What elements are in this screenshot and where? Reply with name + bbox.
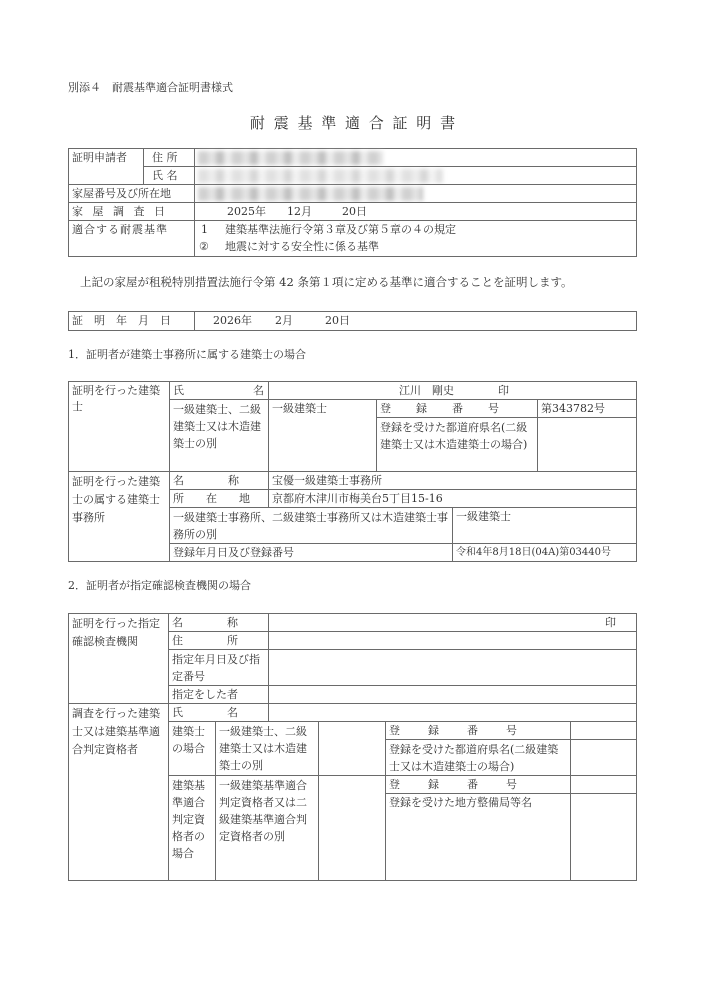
architect-name-cell[interactable] bbox=[268, 381, 637, 400]
judge-class-value-cell[interactable] bbox=[318, 775, 386, 881]
class-label: 一級建築士、二級建築士又は木造建築士の別 bbox=[173, 403, 261, 450]
agency-address-label: 住 所 bbox=[172, 634, 238, 647]
architect-case-label: 建築士の場合 bbox=[172, 725, 205, 755]
address-value-cell[interactable] bbox=[194, 148, 637, 167]
architect-label: 証明を行った建築士 bbox=[72, 384, 160, 413]
redacted-house-number bbox=[198, 187, 423, 201]
office-reg-label-cell bbox=[169, 543, 453, 562]
cert-year: 2026年 bbox=[213, 314, 252, 327]
survey-day: 20日 bbox=[342, 205, 367, 218]
s2-prefecture-value-cell[interactable] bbox=[570, 739, 637, 776]
s2-architect-class-label-cell bbox=[215, 721, 319, 776]
judge-reg-no-label-cell bbox=[385, 775, 571, 794]
document-title: 耐 震 基 準 適 合 証 明 書 bbox=[249, 114, 458, 132]
class-value-cell[interactable] bbox=[268, 399, 377, 472]
survey-date-value-cell[interactable] bbox=[194, 202, 637, 221]
address-label-cell bbox=[143, 148, 195, 167]
prefecture-value-cell[interactable] bbox=[537, 417, 637, 472]
house-number-label-cell bbox=[68, 184, 195, 203]
reg-no-value-cell[interactable] bbox=[537, 399, 637, 418]
agency-label-cell bbox=[68, 613, 169, 704]
agency-address-value-cell[interactable] bbox=[268, 631, 637, 650]
judge-reg-no-value-cell[interactable] bbox=[570, 775, 637, 794]
s2-architect-class-label: 一級建築士、二級建築士又は木造建築士の別 bbox=[219, 725, 307, 772]
prefecture-label: 登録を受けた都道府県名(二級建築士又は木造建築士の場合) bbox=[380, 421, 528, 451]
office-name-label: 名 称 bbox=[173, 474, 239, 487]
redacted-name bbox=[198, 169, 443, 183]
cert-date-label-cell bbox=[68, 311, 195, 331]
office-reg-value-cell[interactable] bbox=[452, 543, 637, 562]
s2-reg-no-value-cell[interactable] bbox=[570, 721, 637, 740]
cert-day: 20日 bbox=[325, 314, 350, 327]
section2-heading: 2．証明者が指定確認検査機関の場合 bbox=[68, 579, 251, 592]
address-label: 住 所 bbox=[152, 151, 178, 164]
bureau-value-cell[interactable] bbox=[570, 793, 637, 881]
office-reg-value: 令和4年8月18日(04A)第03440号 bbox=[456, 547, 612, 558]
judge-class-label-cell bbox=[215, 775, 319, 881]
office-name-value: 宝優一級建築士事務所 bbox=[272, 474, 382, 487]
architect-name: 江川 剛史 bbox=[399, 384, 454, 397]
designation-label-cell bbox=[168, 649, 269, 686]
applicant-label: 証明申請者 bbox=[72, 151, 127, 164]
seal-mark: 印 bbox=[498, 384, 509, 397]
cert-date-label: 証 明 年 月 日 bbox=[72, 314, 171, 327]
agency-name-label-cell bbox=[168, 613, 269, 632]
attachment-label: 別添４ 耐震基準適合証明書様式 bbox=[68, 81, 233, 94]
agency-name-value-cell[interactable] bbox=[268, 613, 637, 632]
designation-value-cell[interactable] bbox=[268, 649, 637, 686]
applicant-label-cell bbox=[68, 148, 144, 185]
section1-heading: 1．証明者が建築士事務所に属する建築士の場合 bbox=[68, 348, 306, 361]
cert-month: 2月 bbox=[275, 314, 293, 327]
agency-label: 証明を行った指定確認検査機関 bbox=[72, 617, 160, 648]
s1-name-label-cell bbox=[169, 381, 269, 400]
agency-seal-mark: 印 bbox=[605, 616, 616, 629]
designation-label: 指定年月日及び指定番号 bbox=[172, 653, 260, 683]
surveyor-label: 調査を行った建築士又は建築基準適合判定資格者 bbox=[72, 707, 160, 756]
office-class-label-cell bbox=[169, 507, 453, 544]
bureau-label-cell bbox=[385, 793, 571, 881]
office-address-label-cell bbox=[169, 489, 269, 508]
s2-prefecture-label: 登録を受けた都道府県名(二級建築士又は木造建築士の場合) bbox=[389, 743, 559, 773]
agency-address-label-cell bbox=[168, 631, 269, 650]
standard-1-text: 建築基準法施行令第３章及び第５章の４の規定 bbox=[225, 223, 456, 236]
judge-class-label: 一級建築基準適合判定資格者又は二級建築基準適合判定資格者の別 bbox=[219, 779, 307, 843]
architect-label-cell bbox=[68, 381, 170, 472]
name-label: 氏 名 bbox=[152, 169, 178, 182]
class-label-cell bbox=[169, 399, 269, 472]
s2-architect-class-value-cell[interactable] bbox=[318, 721, 386, 776]
office-address-value-cell[interactable] bbox=[268, 489, 637, 508]
certification-statement: 上記の家屋が租税特別措置法施行令第 42 条第１項に定める基準に適合することを証明します。 bbox=[80, 275, 573, 289]
s2-reg-no-label: 登 録 番 号 bbox=[389, 724, 519, 737]
office-name-value-cell[interactable] bbox=[268, 471, 637, 490]
designator-value-cell[interactable] bbox=[268, 685, 637, 704]
class-value: 一級建築士 bbox=[272, 402, 327, 415]
survey-date-label: 家 屋 調 査 日 bbox=[72, 205, 168, 218]
name-label-b: 名 bbox=[253, 384, 264, 397]
office-name-label-cell bbox=[169, 471, 269, 490]
designator-label-cell bbox=[168, 685, 269, 704]
office-address-value: 京都府木津川市梅美台5丁目15-16 bbox=[272, 492, 443, 505]
reg-no-label-cell bbox=[376, 399, 538, 418]
judge-case-label-cell bbox=[168, 775, 216, 881]
reg-no-value: 第343782号 bbox=[541, 402, 605, 415]
house-number-label: 家屋番号及び所在地 bbox=[72, 187, 171, 200]
name-label-a: 氏 bbox=[173, 384, 184, 397]
office-class-label: 一級建築士事務所、二級建築士事務所又は木造建築士事務所の別 bbox=[173, 511, 448, 541]
office-class-value-cell[interactable] bbox=[452, 507, 637, 544]
judge-reg-no-label: 登 録 番 号 bbox=[389, 778, 519, 791]
reg-no-label: 登 録 番 号 bbox=[380, 402, 500, 415]
standard-2-text: 地震に対する安全性に係る基準 bbox=[225, 240, 379, 253]
s2-reg-no-label-cell bbox=[385, 721, 571, 740]
surveyor-name-label: 氏 名 bbox=[172, 706, 238, 719]
cert-date-value-cell[interactable] bbox=[194, 311, 637, 331]
office-class-value: 一級建築士 bbox=[456, 510, 511, 523]
prefecture-label-cell bbox=[376, 417, 538, 472]
standard-label-cell bbox=[68, 220, 195, 257]
survey-date-label-cell bbox=[68, 202, 195, 221]
standard-label: 適合する耐震基準 bbox=[72, 223, 168, 236]
designator-label: 指定をした者 bbox=[172, 688, 238, 701]
surveyor-name-value-cell[interactable] bbox=[268, 703, 637, 722]
name-label-cell bbox=[143, 166, 195, 185]
redacted-address bbox=[198, 151, 383, 165]
judge-case-label: 建築基準適合判定資格者の場合 bbox=[172, 779, 205, 860]
name-value-cell[interactable] bbox=[194, 166, 637, 185]
house-number-value-cell[interactable] bbox=[194, 184, 637, 203]
bureau-label: 登録を受けた地方整備局等名 bbox=[389, 796, 532, 809]
office-label-cell bbox=[68, 471, 170, 562]
surveyor-label-cell bbox=[68, 703, 169, 881]
architect-case-label-cell bbox=[168, 721, 216, 776]
standard-value-cell bbox=[194, 220, 637, 257]
standard-2-marker-circled: ② bbox=[199, 240, 209, 253]
office-reg-label: 登録年月日及び登録番号 bbox=[173, 546, 294, 559]
office-label: 証明を行った建築士の属する建築士事務所 bbox=[72, 475, 160, 524]
survey-month: 12月 bbox=[287, 205, 312, 218]
office-address-label: 所 在 地 bbox=[173, 492, 250, 505]
agency-name-label: 名 称 bbox=[172, 616, 238, 629]
surveyor-name-label-cell bbox=[168, 703, 269, 722]
standard-1-marker: 1 bbox=[201, 223, 208, 236]
survey-year: 2025年 bbox=[227, 205, 266, 218]
s2-prefecture-label-cell bbox=[385, 739, 571, 776]
